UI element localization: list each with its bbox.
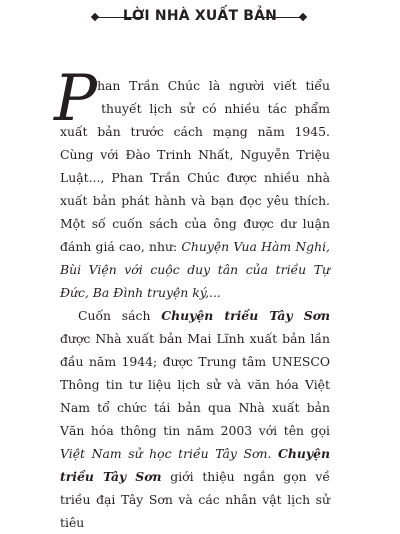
page-title: LỜI NHÀ XUẤT BẢN xyxy=(122,8,278,24)
body-text xyxy=(54,62,330,534)
page-header xyxy=(0,4,400,30)
paragraph-1-italic-titles: Chuyện Vua Hàm Nghi, Bùi Viện với cuộc duy tân của triều Tự Đức, Ba Đình truyện ký,... xyxy=(60,239,330,300)
book-title-repeat: Chuyện triều Tây Sơn xyxy=(60,446,330,484)
paragraph-2-text-1: được Nhà xuất bản Mai Lĩnh xuất bản lần đầu năm 1944; được Trung tâm UNESCO Thông tin tư liệu lịch sử và văn hóa Việt Nam tổ chức tái bản qua Nhà xuất bản Văn hóa thông tin năm 2003 với tên gọi xyxy=(60,331,330,438)
book-title: Chuyện triều Tây Sơn xyxy=(161,308,330,323)
paragraph-2 xyxy=(60,304,330,534)
paragraph-2-text-2: . xyxy=(267,446,279,461)
header-rule-right xyxy=(256,17,302,18)
alt-book-title: Việt Nam sử học triều Tây Sơn xyxy=(60,446,268,461)
paragraph-2-text-3: giới thiệu ngắn gọn về triều đại Tây Sơn và các nhân vật lịch sử tiêu xyxy=(60,469,330,530)
paragraph-2-intro: Cuốn sách xyxy=(78,308,162,323)
paragraph-1-text: han Trần Chúc là người viết tiểu thuyết lịch sử có nhiều tác phẩm xuất bản trước cách mạng năm 1945. Cùng với Đào Trinh Nhất, Nguyễn Triệu Luật..., Phan Trần Chúc được nhiều nhà xuất bản phát hành và bạn đọc yêu thích. Một số cuốn sách của ông được dư luận đánh giá cao, như: xyxy=(60,78,330,254)
paragraph-1 xyxy=(54,62,330,304)
drop-cap: P xyxy=(54,62,98,136)
